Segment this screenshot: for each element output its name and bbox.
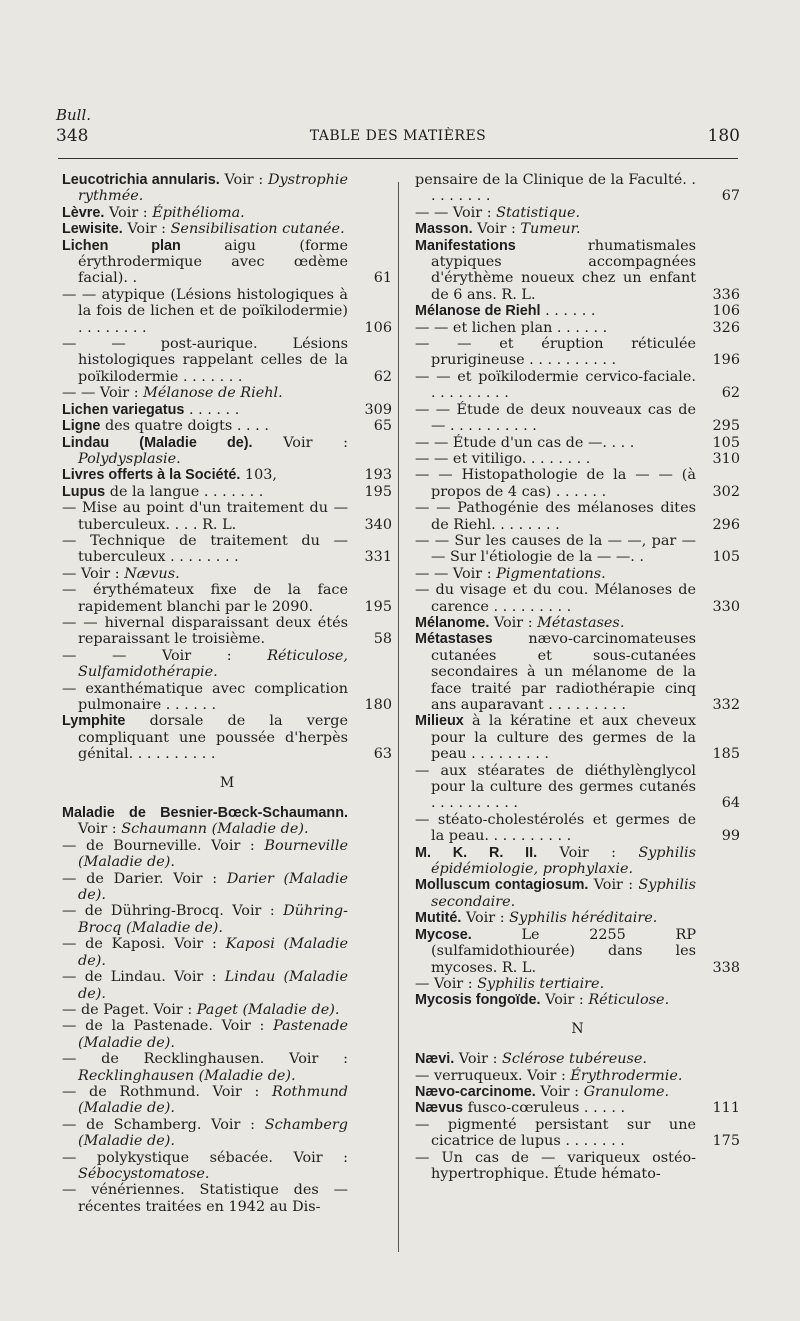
entry-headword: Lymphite bbox=[62, 713, 126, 730]
entry-page-number: 295 bbox=[712, 418, 740, 435]
entry-text: Voir : bbox=[472, 221, 521, 238]
index-entry bbox=[415, 582, 740, 615]
entry-reference: Polydysplasie. bbox=[78, 450, 181, 467]
entry-reference: Granulome. bbox=[583, 1083, 670, 1100]
entry-text: — de Dühring-Brocq. Voir : bbox=[62, 903, 284, 920]
index-entry bbox=[62, 533, 392, 566]
section-letter: M bbox=[219, 774, 235, 791]
index-entry bbox=[415, 1150, 740, 1183]
index-entry bbox=[415, 976, 740, 992]
page-header bbox=[56, 126, 740, 150]
index-entry bbox=[415, 205, 740, 221]
entry-page-number: 64 bbox=[721, 795, 740, 812]
entry-text: — — Étude d'un cas de —. . . . bbox=[415, 434, 635, 451]
entry-page-number: 196 bbox=[712, 352, 740, 369]
entry-headword: Mélanome. bbox=[415, 614, 490, 631]
index-entry bbox=[415, 1117, 740, 1150]
entry-page-number: 296 bbox=[712, 516, 740, 533]
right-column bbox=[415, 172, 740, 1182]
entry-page-number: 65 bbox=[373, 418, 392, 435]
index-entry bbox=[415, 172, 740, 205]
index-entry bbox=[62, 205, 392, 221]
entry-page-number: 195 bbox=[364, 598, 392, 615]
entry-text: — stéato-cholestérolés et germes de la peau. . . . . . . . . . bbox=[415, 811, 696, 845]
index-entry bbox=[415, 877, 740, 910]
entry-reference: Sébocystomatose. bbox=[78, 1165, 210, 1182]
entry-text: — polykystique sébacée. Voir : bbox=[62, 1149, 348, 1166]
index-entry bbox=[62, 648, 392, 681]
entry-reference: Réticulose, Sulfamidothérapie. bbox=[78, 647, 348, 681]
entry-text: fusco-cœruleus . . . . . bbox=[463, 1100, 626, 1117]
entry-page-number: 180 bbox=[364, 697, 392, 713]
entry-page-number: 338 bbox=[712, 959, 740, 976]
entry-reference: Kaposi (Maladie de). bbox=[78, 936, 348, 969]
entry-reference: Dühring-Brocq (Maladie de). bbox=[78, 903, 348, 936]
section-letter: N bbox=[571, 1020, 584, 1037]
entry-reference: Recklinghausen (Maladie de). bbox=[78, 1067, 296, 1084]
entry-headword: Ligne bbox=[62, 418, 101, 435]
index-entry bbox=[415, 910, 740, 926]
entry-text: Voir : bbox=[489, 614, 538, 631]
page-number-left: 348 bbox=[56, 126, 89, 146]
entry-text: — de la Pastenade. Voir : bbox=[62, 1018, 274, 1035]
index-entry bbox=[415, 467, 740, 500]
index-entry bbox=[415, 615, 740, 631]
entry-reference: Épithélioma. bbox=[152, 204, 245, 221]
index-entry bbox=[415, 812, 740, 845]
entry-reference: Sensibilisation cutanée. bbox=[170, 221, 345, 238]
entry-reference: Schaumann (Maladie de). bbox=[121, 821, 309, 838]
entry-reference: Lindau (Maladie de). bbox=[78, 969, 348, 1002]
entry-text: — — hivernal disparaissant deux étés reparaissant le troisième. bbox=[62, 614, 348, 648]
entry-page-number: 106 bbox=[364, 319, 392, 336]
entry-page-number: 99 bbox=[721, 828, 740, 845]
entry-text: . . . . . . bbox=[184, 401, 240, 418]
column-divider bbox=[398, 182, 399, 1252]
entry-reference: Sclérose tubéreuse. bbox=[502, 1051, 647, 1068]
entry-page-number: 62 bbox=[373, 368, 392, 385]
entry-headword: Molluscum contagiosum. bbox=[415, 877, 589, 894]
entry-text: à la kératine et aux cheveux pour la culture des germes de la peau . . . . . . . . . bbox=[431, 713, 696, 763]
index-entry bbox=[62, 1051, 392, 1084]
entry-text: — — post-aurique. Lésions histologiques rappelant celles de la poïkilodermie . . . . . . . bbox=[62, 336, 348, 385]
entry-headword: Leucotrichia annularis. bbox=[62, 172, 220, 188]
entry-text: — — Pathogénie des mélanoses dites de Riehl. . . . . . . . bbox=[415, 500, 696, 533]
entry-text: Le 2255 RP (sulfamidothiourée) dans les mycoses. R. L. bbox=[431, 926, 696, 976]
entry-text: — — Étude de deux nouveaux cas de — . . . . . . . . . . bbox=[415, 401, 696, 435]
entry-text: . . . . . . bbox=[540, 303, 596, 320]
entry-text: — de Kaposi. Voir : bbox=[62, 936, 226, 953]
entry-reference: Nævus. bbox=[124, 565, 180, 582]
entry-text: — Un cas de — variqueux ostéo-hypertrophique. Étude hémato- bbox=[415, 1149, 696, 1182]
entry-headword: Maladie de Besnier-Bœck-Schaumann. bbox=[62, 805, 348, 822]
index-entry bbox=[415, 303, 740, 319]
entry-text: — — et vitiligo. . . . . . . . bbox=[415, 450, 591, 467]
entry-reference: Paget (Maladie de). bbox=[196, 1001, 340, 1018]
entry-text: Voir : bbox=[588, 877, 639, 894]
entry-text: Voir : bbox=[219, 172, 269, 188]
entry-text: — du visage et du cou. Mélanoses de carence . . . . . . . . . bbox=[415, 582, 696, 615]
entry-reference: Métastases. bbox=[537, 614, 625, 631]
entry-text: — — et poïkilodermie cervico-faciale. . . . . . . . . . bbox=[415, 368, 696, 402]
entry-page-number: 185 bbox=[712, 746, 740, 763]
entry-text: — de Paget. Voir : bbox=[62, 1001, 197, 1018]
entry-text: — — Histopathologie de la — — (à propos de 4 cas) . . . . . . bbox=[415, 467, 696, 500]
entry-text: — exanthématique avec complication pulmonaire . . . . . . bbox=[62, 680, 348, 713]
entry-page-number: 58 bbox=[373, 631, 392, 648]
index-entry bbox=[62, 385, 392, 401]
entry-text: — — Voir : bbox=[62, 385, 144, 402]
index-entry bbox=[415, 500, 740, 533]
index-entry bbox=[62, 1150, 392, 1183]
index-entry bbox=[62, 805, 392, 838]
entry-page-number: 331 bbox=[364, 549, 392, 566]
index-entry bbox=[62, 1018, 392, 1051]
index-entry bbox=[62, 1182, 392, 1215]
index-entry bbox=[62, 402, 392, 418]
entry-headword: Mycose. bbox=[415, 926, 472, 943]
running-head: Bull. bbox=[56, 106, 92, 124]
index-entry bbox=[415, 402, 740, 435]
index-entry bbox=[62, 287, 392, 336]
index-entry bbox=[62, 713, 392, 762]
entry-text: dorsale de la verge compliquant une poussée d'herpès génital. . . . . . . . . . bbox=[78, 713, 348, 763]
index-entry bbox=[415, 1100, 740, 1116]
entry-text: Voir : bbox=[454, 1051, 502, 1068]
entry-text: — de Recklinghausen. Voir : bbox=[62, 1051, 348, 1068]
index-entry bbox=[415, 713, 740, 762]
index-entry bbox=[415, 927, 740, 976]
entry-headword: Masson. bbox=[415, 221, 473, 238]
header-rule bbox=[58, 158, 738, 159]
entry-text: — vénériennes. Statistique des — récentes traitées en 1942 au Dis- bbox=[62, 1182, 348, 1215]
entry-headword: Lichen variegatus bbox=[62, 401, 185, 418]
index-entry bbox=[62, 582, 392, 615]
entry-text: — — et éruption réticulée prurigineuse . . . . . . . . . . bbox=[415, 336, 696, 369]
entry-reference: Syphilis tertiaire. bbox=[477, 975, 605, 992]
entry-page-number: 105 bbox=[712, 549, 740, 566]
entry-reference: Dystrophie rythmée. bbox=[78, 172, 348, 205]
entry-headword: Nævus bbox=[415, 1100, 463, 1117]
entry-text: pensaire de la Clinique de la Faculté. . . . . . . . . bbox=[415, 172, 696, 205]
entry-text: Voir : bbox=[540, 992, 589, 1009]
entry-headword: Lèvre. bbox=[62, 204, 105, 221]
index-entry bbox=[415, 533, 740, 566]
index-entry bbox=[415, 336, 740, 369]
entry-reference: Réticulose. bbox=[588, 992, 670, 1009]
entry-text: — aux stéarates de diéthylènglycol pour la culture des germes cutanés . . . . . . . . . . bbox=[415, 762, 696, 812]
entry-page-number: 61 bbox=[373, 270, 392, 287]
entry-text: — de Rothmund. Voir : bbox=[62, 1083, 273, 1100]
entry-page-number: 175 bbox=[712, 1133, 740, 1150]
entry-headword: M. K. R. II. bbox=[415, 844, 538, 861]
index-entry bbox=[415, 320, 740, 336]
entry-text: de la langue . . . . . . . bbox=[105, 483, 264, 500]
index-entry bbox=[415, 238, 740, 304]
page-number-right: 180 bbox=[707, 126, 740, 146]
index-entry bbox=[415, 566, 740, 582]
entry-text: nævo-carcinomateuses cutanées et sous-cutanées secondaires à un mélanome de la face traité par radiothérapie cinq ans auparavant . . . . . . . . . bbox=[431, 631, 696, 713]
index-entry bbox=[415, 992, 740, 1008]
entry-text: — Voir : bbox=[415, 975, 478, 992]
entry-reference: Tumeur. bbox=[520, 221, 581, 238]
index-entry bbox=[62, 418, 392, 434]
entry-text: des quatre doigts . . . . bbox=[100, 418, 269, 435]
entry-text: — pigmenté persistant sur une cicatrice de lupus . . . . . . . bbox=[415, 1116, 696, 1150]
entry-text: — — Voir : bbox=[415, 204, 497, 221]
entry-page-number: 105 bbox=[712, 434, 740, 451]
entry-reference: Pastenade (Maladie de). bbox=[78, 1018, 348, 1051]
entry-headword: Lindau (Maladie de). bbox=[62, 434, 253, 451]
entry-page-number: 332 bbox=[712, 697, 740, 713]
index-entry bbox=[415, 451, 740, 467]
entry-text: — érythémateux fixe de la face rapidement blanchi par le 2090. bbox=[62, 582, 348, 615]
entry-headword: Mycosis fongoïde. bbox=[415, 992, 541, 1009]
index-entry bbox=[62, 615, 392, 648]
index-entry bbox=[62, 936, 392, 969]
entry-reference: Érythrodermie. bbox=[570, 1067, 683, 1084]
entry-page-number: 326 bbox=[712, 319, 740, 336]
index-entry bbox=[62, 238, 392, 287]
entry-headword: Mélanose de Riehl bbox=[415, 303, 541, 320]
entry-text: — — et lichen plan . . . . . . bbox=[415, 319, 608, 336]
entry-headword: Milieux bbox=[415, 713, 464, 730]
entry-text: — de Lindau. Voir : bbox=[62, 969, 225, 986]
page-title: TABLE DES MATIÈRES bbox=[309, 128, 487, 144]
entry-text: Voir : bbox=[537, 844, 639, 861]
entry-page-number: 309 bbox=[364, 401, 392, 418]
left-column bbox=[62, 172, 392, 1215]
entry-page-number: 62 bbox=[721, 385, 740, 402]
entry-text: — Technique de traitement du — tuberculeux . . . . . . . . bbox=[62, 532, 348, 566]
entry-text: Voir : bbox=[461, 910, 510, 927]
entry-reference: Syphilis épidémiologie, prophylaxie. bbox=[431, 844, 696, 878]
index-entry bbox=[62, 566, 392, 582]
entry-headword: Mutité. bbox=[415, 910, 462, 927]
entry-text: — — Sur les causes de la — —, par — — Sur l'étiologie de la — —. . bbox=[415, 532, 696, 566]
index-entry bbox=[62, 484, 392, 500]
index-entry bbox=[415, 1084, 740, 1100]
index-entry bbox=[62, 500, 392, 533]
index-entry bbox=[415, 1051, 740, 1067]
entry-reference: Statistique. bbox=[496, 204, 581, 221]
entry-text: Voir : bbox=[535, 1083, 584, 1100]
index-entry bbox=[415, 1068, 740, 1084]
entry-text: — Mise au point d'un traitement du — tuberculeux. . . . R. L. bbox=[62, 500, 348, 533]
entry-headword: Livres offerts à la Société. bbox=[62, 467, 241, 484]
entry-page-number: 340 bbox=[364, 516, 392, 533]
index-entry bbox=[62, 336, 392, 385]
entry-headword: Nævi. bbox=[415, 1051, 455, 1068]
entry-page-number: 195 bbox=[364, 483, 392, 500]
index-entry bbox=[62, 221, 392, 237]
entry-reference: Mélanose de Riehl. bbox=[143, 385, 283, 402]
entry-page-number: 302 bbox=[712, 483, 740, 500]
entry-reference: Darier (Maladie de). bbox=[78, 870, 348, 904]
entry-headword: Nævo-carcinome. bbox=[415, 1083, 536, 1100]
index-entry bbox=[62, 969, 392, 1002]
entry-text: rhumatismales atypiques accompagnées d'érythème noueux chez un enfant de 6 ans. R. L. bbox=[431, 237, 696, 303]
entry-reference: Syphilis héréditaire. bbox=[509, 910, 658, 927]
index-entry bbox=[62, 1117, 392, 1150]
entry-text: — de Darier. Voir : bbox=[62, 870, 227, 887]
index-entry bbox=[62, 1084, 392, 1117]
index-entry bbox=[62, 871, 392, 904]
entry-reference: Rothmund (Maladie de). bbox=[78, 1083, 348, 1117]
index-entry bbox=[62, 903, 392, 936]
index-entry bbox=[415, 631, 740, 713]
entry-page-number: 106 bbox=[712, 303, 740, 320]
index-entry bbox=[62, 1002, 392, 1018]
entry-page-number: 336 bbox=[712, 286, 740, 303]
entry-text: Voir : bbox=[122, 221, 171, 238]
index-entry bbox=[62, 838, 392, 871]
index-entry bbox=[415, 221, 740, 237]
entry-headword: Lewisite. bbox=[62, 221, 123, 238]
entry-text: Voir : bbox=[78, 821, 122, 838]
entry-reference: Pigmentations. bbox=[496, 565, 606, 582]
entry-text: — Voir : bbox=[62, 565, 125, 582]
entry-page-number: 310 bbox=[712, 450, 740, 467]
index-entry bbox=[415, 845, 740, 878]
entry-text: — — atypique (Lésions histologiques à la fois de lichen et de poïkilodermie) . . . . . . . . bbox=[62, 286, 348, 336]
entry-headword: Lupus bbox=[62, 483, 106, 500]
index-entry bbox=[62, 467, 392, 483]
index-entry bbox=[62, 435, 392, 468]
index-entry bbox=[415, 369, 740, 402]
entry-text: — verruqueux. Voir : bbox=[415, 1067, 571, 1084]
entry-text: Voir : bbox=[252, 434, 348, 451]
entry-page-number: 63 bbox=[373, 746, 392, 763]
entry-headword: Manifestations bbox=[415, 237, 516, 254]
index-entry bbox=[62, 681, 392, 714]
index-entry bbox=[415, 435, 740, 451]
entry-text: 103, bbox=[240, 467, 277, 484]
entry-text: — de Schamberg. Voir : bbox=[62, 1116, 265, 1133]
index-entry bbox=[62, 172, 392, 205]
entry-text: — — Voir : bbox=[62, 647, 268, 664]
entry-text: — — Voir : bbox=[415, 565, 497, 582]
entry-reference: Schamberg (Maladie de). bbox=[78, 1116, 348, 1150]
index-entry bbox=[415, 763, 740, 812]
entry-text: — de Bourneville. Voir : bbox=[62, 837, 265, 854]
entry-reference: Bourneville (Maladie de). bbox=[78, 837, 348, 871]
entry-headword: Lichen plan bbox=[62, 237, 181, 254]
entry-page-number: 193 bbox=[364, 467, 392, 484]
entry-headword: Métastases bbox=[415, 631, 493, 648]
entry-text: aigu (forme érythrodermique avec œdème facial). . bbox=[78, 237, 348, 287]
entry-text: Voir : bbox=[104, 204, 153, 221]
entry-page-number: 330 bbox=[712, 598, 740, 615]
entry-page-number: 67 bbox=[721, 188, 740, 205]
entry-reference: Syphilis secondaire. bbox=[431, 877, 697, 910]
entry-page-number: 111 bbox=[712, 1100, 740, 1117]
